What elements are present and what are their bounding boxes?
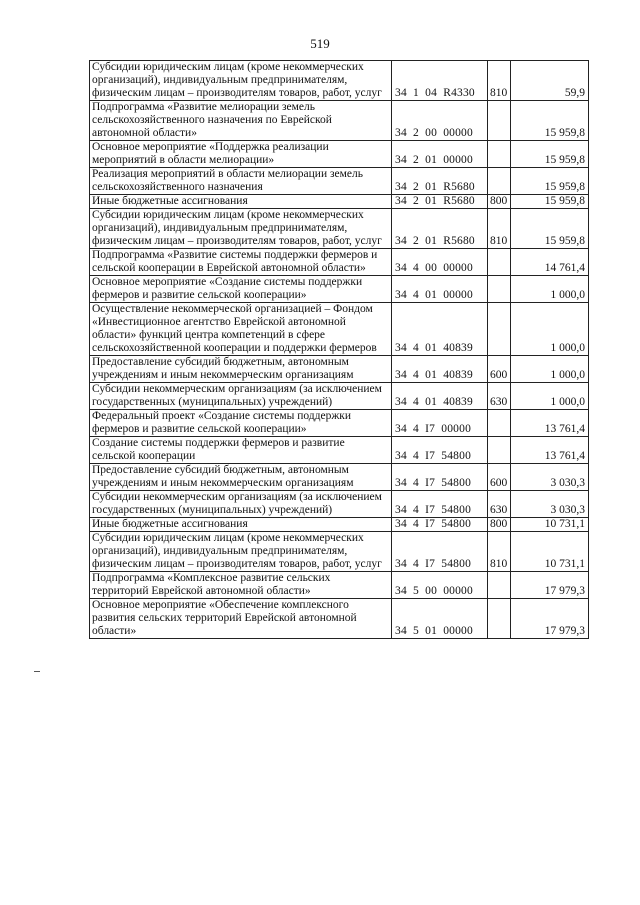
row-sum-cell: 13 761,4 bbox=[511, 410, 589, 437]
row-sum-cell: 17 979,3 bbox=[511, 572, 589, 599]
row-code-cell: 34 4 01 40839 bbox=[392, 303, 488, 356]
row-name-cell: Субсидии некоммерческим организациям (за исключением государственных (муниципальных) учреждений) bbox=[90, 383, 392, 410]
table-row bbox=[90, 249, 589, 276]
table-row bbox=[90, 303, 589, 356]
row-name-cell: Иные бюджетные ассигнования bbox=[90, 518, 392, 532]
table-row bbox=[90, 356, 589, 383]
row-code-cell: 34 4 I7 54800 bbox=[392, 437, 488, 464]
row-name-cell: Основное мероприятие «Создание системы поддержки фермеров и развитие сельской кооперации» bbox=[90, 276, 392, 303]
row-sum-cell: 3 030,3 bbox=[511, 464, 589, 491]
row-expense-type-cell bbox=[488, 599, 511, 639]
table-row bbox=[90, 572, 589, 599]
row-code-cell: 34 4 01 40839 bbox=[392, 383, 488, 410]
row-name-cell: Подпрограмма «Развитие системы поддержки фермеров и сельской кооперации в Еврейской автономной области» bbox=[90, 249, 392, 276]
row-code-cell: 34 4 I7 00000 bbox=[392, 410, 488, 437]
margin-mark bbox=[34, 671, 40, 672]
table-row bbox=[90, 209, 589, 249]
row-code-cell: 34 2 01 00000 bbox=[392, 141, 488, 168]
row-name-cell: Субсидии юридическим лицам (кроме некоммерческих организаций), индивидуальным предпринимателям, физическим лицам – производителям товаров, работ, услуг bbox=[90, 532, 392, 572]
table-row bbox=[90, 61, 589, 101]
row-sum-cell: 1 000,0 bbox=[511, 383, 589, 410]
row-code-cell: 34 4 I7 54800 bbox=[392, 491, 488, 518]
row-code-cell: 34 4 01 00000 bbox=[392, 276, 488, 303]
row-name-cell: Субсидии юридическим лицам (кроме некоммерческих организаций), индивидуальным предпринимателям, физическим лицам – производителям товаров, работ, услуг bbox=[90, 209, 392, 249]
row-sum-cell: 1 000,0 bbox=[511, 303, 589, 356]
row-name-cell: Субсидии некоммерческим организациям (за исключением государственных (муниципальных) учреждений) bbox=[90, 491, 392, 518]
row-name-cell: Основное мероприятие «Обеспечение комплексного развития сельских территорий Еврейской автономной области» bbox=[90, 599, 392, 639]
row-expense-type-cell bbox=[488, 101, 511, 141]
row-name-cell: Создание системы поддержки фермеров и развитие сельской кооперации bbox=[90, 437, 392, 464]
row-code-cell: 34 4 I7 54800 bbox=[392, 464, 488, 491]
row-expense-type-cell bbox=[488, 437, 511, 464]
row-expense-type-cell: 800 bbox=[488, 518, 511, 532]
row-expense-type-cell: 630 bbox=[488, 383, 511, 410]
row-sum-cell: 1 000,0 bbox=[511, 356, 589, 383]
table-row bbox=[90, 141, 589, 168]
row-sum-cell: 10 731,1 bbox=[511, 518, 589, 532]
row-sum-cell: 14 761,4 bbox=[511, 249, 589, 276]
row-code-cell: 34 1 04 R4330 bbox=[392, 61, 488, 101]
budget-table bbox=[89, 60, 589, 639]
row-name-cell: Предоставление субсидий бюджетным, автономным учреждениям и иным некоммерческим организациям bbox=[90, 356, 392, 383]
table-row bbox=[90, 599, 589, 639]
row-name-cell: Подпрограмма «Комплексное развитие сельских территорий Еврейской автономной области» bbox=[90, 572, 392, 599]
row-code-cell: 34 4 00 00000 bbox=[392, 249, 488, 276]
row-code-cell: 34 4 I7 54800 bbox=[392, 518, 488, 532]
row-expense-type-cell: 800 bbox=[488, 195, 511, 209]
row-code-cell: 34 5 01 00000 bbox=[392, 599, 488, 639]
row-expense-type-cell: 810 bbox=[488, 532, 511, 572]
row-sum-cell: 13 761,4 bbox=[511, 437, 589, 464]
table-row bbox=[90, 437, 589, 464]
row-sum-cell: 15 959,8 bbox=[511, 209, 589, 249]
row-sum-cell: 15 959,8 bbox=[511, 168, 589, 195]
table-row bbox=[90, 195, 589, 209]
row-expense-type-cell bbox=[488, 276, 511, 303]
row-name-cell: Реализация мероприятий в области мелиорации земель сельскохозяйственного назначения bbox=[90, 168, 392, 195]
table-row bbox=[90, 410, 589, 437]
table-row bbox=[90, 532, 589, 572]
row-sum-cell: 15 959,8 bbox=[511, 141, 589, 168]
row-sum-cell: 17 979,3 bbox=[511, 599, 589, 639]
row-expense-type-cell bbox=[488, 141, 511, 168]
row-expense-type-cell bbox=[488, 410, 511, 437]
table-row bbox=[90, 491, 589, 518]
row-name-cell: Федеральный проект «Создание системы поддержки фермеров и развитие сельской кооперации» bbox=[90, 410, 392, 437]
row-name-cell: Предоставление субсидий бюджетным, автономным учреждениям и иным некоммерческим организациям bbox=[90, 464, 392, 491]
row-sum-cell: 1 000,0 bbox=[511, 276, 589, 303]
row-code-cell: 34 2 01 R5680 bbox=[392, 209, 488, 249]
row-sum-cell: 15 959,8 bbox=[511, 101, 589, 141]
row-sum-cell: 10 731,1 bbox=[511, 532, 589, 572]
row-name-cell: Иные бюджетные ассигнования bbox=[90, 195, 392, 209]
row-name-cell: Основное мероприятие «Поддержка реализации мероприятий в области мелиорации» bbox=[90, 141, 392, 168]
table-row bbox=[90, 168, 589, 195]
row-expense-type-cell bbox=[488, 572, 511, 599]
budget-table-body bbox=[90, 61, 589, 639]
row-sum-cell: 59,9 bbox=[511, 61, 589, 101]
table-row bbox=[90, 464, 589, 491]
row-expense-type-cell: 810 bbox=[488, 209, 511, 249]
table-row bbox=[90, 518, 589, 532]
page-number: 519 bbox=[310, 36, 330, 51]
row-code-cell: 34 2 01 R5680 bbox=[392, 195, 488, 209]
row-expense-type-cell: 630 bbox=[488, 491, 511, 518]
row-code-cell: 34 4 I7 54800 bbox=[392, 532, 488, 572]
row-expense-type-cell bbox=[488, 249, 511, 276]
row-code-cell: 34 4 01 40839 bbox=[392, 356, 488, 383]
row-code-cell: 34 2 00 00000 bbox=[392, 101, 488, 141]
row-sum-cell: 3 030,3 bbox=[511, 491, 589, 518]
row-expense-type-cell: 600 bbox=[488, 464, 511, 491]
row-expense-type-cell bbox=[488, 303, 511, 356]
row-name-cell: Подпрограмма «Развитие мелиорации земель сельскохозяйственного назначения по Еврейской автономной области» bbox=[90, 101, 392, 141]
row-sum-cell: 15 959,8 bbox=[511, 195, 589, 209]
row-code-cell: 34 2 01 R5680 bbox=[392, 168, 488, 195]
row-expense-type-cell bbox=[488, 168, 511, 195]
row-expense-type-cell: 600 bbox=[488, 356, 511, 383]
table-row bbox=[90, 276, 589, 303]
row-expense-type-cell: 810 bbox=[488, 61, 511, 101]
table-row bbox=[90, 101, 589, 141]
table-row bbox=[90, 383, 589, 410]
row-name-cell: Субсидии юридическим лицам (кроме некоммерческих организаций), индивидуальным предпринимателям, физическим лицам – производителям товаров, работ, услуг bbox=[90, 61, 392, 101]
row-name-cell: Осуществление некоммерческой организацией – Фондом «Инвестиционное агентство Еврейской автономной области» функций центра компетенций в сфере сельскохозяйственной кооперации и поддержки фермеров bbox=[90, 303, 392, 356]
row-code-cell: 34 5 00 00000 bbox=[392, 572, 488, 599]
